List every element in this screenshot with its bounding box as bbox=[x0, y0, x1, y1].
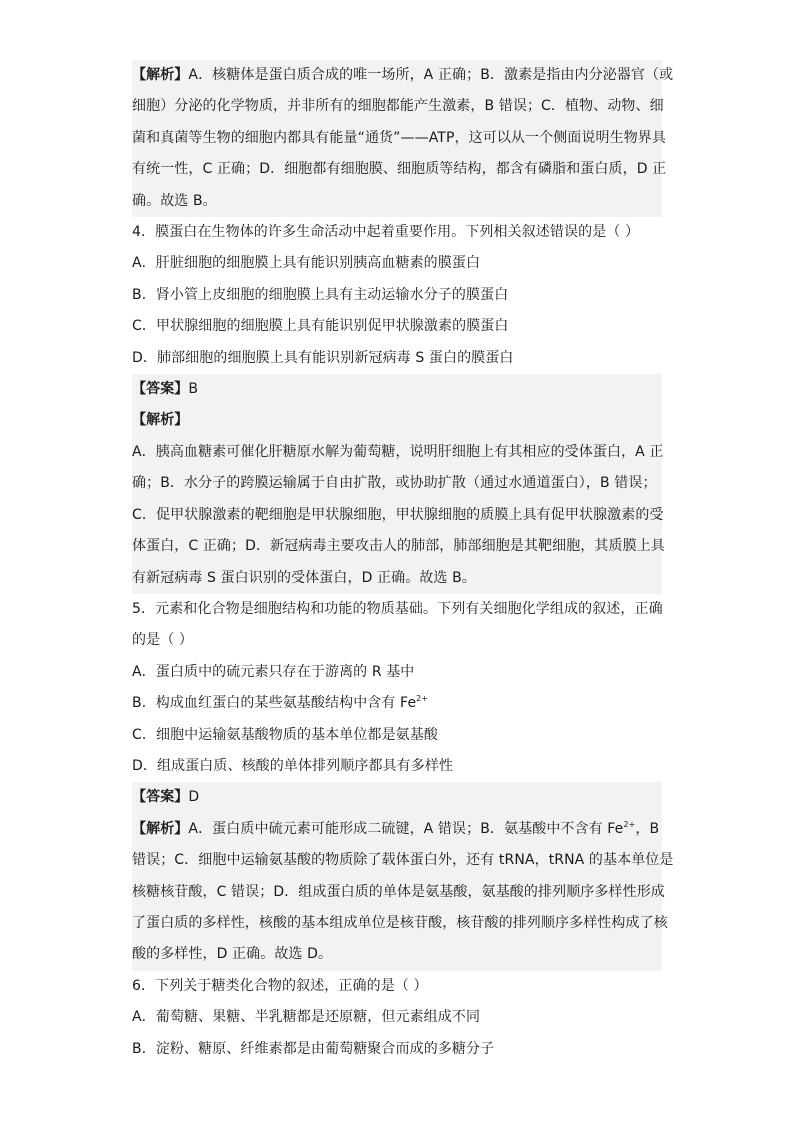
q5-option-a: A．蛋白质中的硫元素只存在于游离的 R 基中 bbox=[132, 663, 415, 680]
q3-analysis-line: 确。故选 B。 bbox=[132, 192, 217, 209]
q5-stem-line: 5．元素和化合物是细胞结构和功能的物质基础。下列有关细胞化学组成的叙述，正确 bbox=[132, 600, 663, 617]
q5-stem-line: 的是（ ） bbox=[132, 632, 193, 649]
q5-analysis-line: 酸的多样性，D 正确。故选 D。 bbox=[132, 946, 333, 963]
document-page bbox=[132, 60, 674, 1065]
q4-analysis-line: 确；B．水分子的跨膜运输属于自由扩散，或协助扩散（通过水通道蛋白），B 错误； bbox=[132, 475, 657, 492]
q4-analysis-line: A．胰高血糖素可催化肝糖原水解为葡萄糖，说明肝细胞上有其相应的受体蛋白，A 正 bbox=[132, 443, 664, 460]
q4-answer-block bbox=[132, 374, 665, 594]
q4-option-d: D．肺部细胞的细胞膜上具有能识别新冠病毒 S 蛋白的膜蛋白 bbox=[132, 349, 514, 366]
q5-answer-block bbox=[132, 782, 674, 970]
q3-analysis-line: 【解析】A．核糖体是蛋白质合成的唯一场所，A 正确；B．激素是指由内分泌器官（或 bbox=[132, 67, 674, 83]
q5-option-d: D．组成蛋白质、核酸的单体排列顺序都具有多样性 bbox=[132, 757, 454, 774]
superscript: 2+ bbox=[623, 819, 636, 829]
q4-analysis-line: 有新冠病毒 S 蛋白识别的受体蛋白，D 正确。故选 B。 bbox=[132, 569, 476, 586]
q4-analysis-line: 体蛋白，C 正确；D．新冠病毒主要攻击人的肺部，肺部细胞是其靶细胞，其质膜上具 bbox=[132, 538, 665, 555]
answer-value: B bbox=[188, 381, 199, 398]
q6-stem: 6．下列关于糖类化合物的叙述，正确的是（ ） bbox=[132, 977, 428, 994]
analysis-tag: 【解析】 bbox=[132, 67, 189, 83]
q6-option-b: B．淀粉、糖原、纤维素都是由葡萄糖聚合而成的多糖分子 bbox=[132, 1040, 495, 1057]
q3-analysis-block bbox=[132, 60, 674, 217]
q5-analysis-line: 了蛋白质的多样性，核酸的基本组成单位是核苷酸，核苷酸的排列顺序多样性构成了核 bbox=[132, 914, 668, 931]
answer-tag: 【答案】 bbox=[132, 789, 189, 806]
q4-analysis-tag: 【解析】 bbox=[132, 412, 189, 429]
q5-analysis-line: 【解析】A．蛋白质中硫元素可能形成二硫键，A 错误；B．氨基酸中不含有 $Fe^{2+}$，B bbox=[132, 819, 660, 837]
answer-tag: 【答案】 bbox=[132, 381, 189, 398]
q3-analysis-line: 有统一性，C 正确；D．细胞都有细胞膜、细胞质等结构，都含有磷脂和蛋白质，D 正 bbox=[132, 161, 667, 178]
q4-option-a: A．肝脏细胞的细胞膜上具有能识别胰高血糖素的膜蛋白 bbox=[132, 255, 481, 272]
q5-analysis-line: 错误；C．细胞中运输氨基酸的物质除了载体蛋白外，还有 tRNA，tRNA 的基本单位是 bbox=[132, 852, 674, 869]
q4-option-c: C．甲状腺细胞的细胞膜上具有能识别促甲状腺激素的膜蛋白 bbox=[132, 318, 509, 335]
q3-analysis-line: 细胞）分泌的化学物质，并非所有的细胞都能产生激素，B 错误；C．植物、动物、细 bbox=[132, 98, 664, 115]
q5-option-b: B．构成血红蛋白的某些氨基酸结构中含有 $Fe^{2+}$ bbox=[132, 694, 429, 712]
q5-answer bbox=[132, 782, 662, 813]
q4-answer bbox=[132, 374, 662, 405]
q4-stem: 4．膜蛋白在生物体的许多生命活动中起着重要作用。下列相关叙述错误的是（ ） bbox=[132, 224, 640, 241]
analysis-tag: 【解析】 bbox=[132, 820, 189, 837]
q3-analysis-line: 菌和真菌等生物的细胞内都具有能量“通货”——ATP，这可以从一个侧面说明生物界具 bbox=[132, 129, 666, 146]
q5-option-c: C．细胞中运输氨基酸物质的基本单位都是氨基酸 bbox=[132, 726, 438, 743]
q4-analysis-line: C．促甲状腺激素的靶细胞是甲状腺细胞，甲状腺细胞的质膜上具有促甲状腺激素的受 bbox=[132, 506, 664, 523]
q4-option-b: B．肾小管上皮细胞的细胞膜上具有主动运输水分子的膜蛋白 bbox=[132, 286, 509, 303]
superscript: 2+ bbox=[416, 694, 429, 704]
answer-value: D bbox=[188, 789, 200, 806]
q5-analysis-line: 核糖核苷酸，C 错误；D．组成蛋白质的单体是氨基酸，氨基酸的排列顺序多样性形成 bbox=[132, 883, 665, 900]
q6-option-a: A．葡萄糖、果糖、半乳糖都是还原糖，但元素组成不同 bbox=[132, 1009, 481, 1026]
